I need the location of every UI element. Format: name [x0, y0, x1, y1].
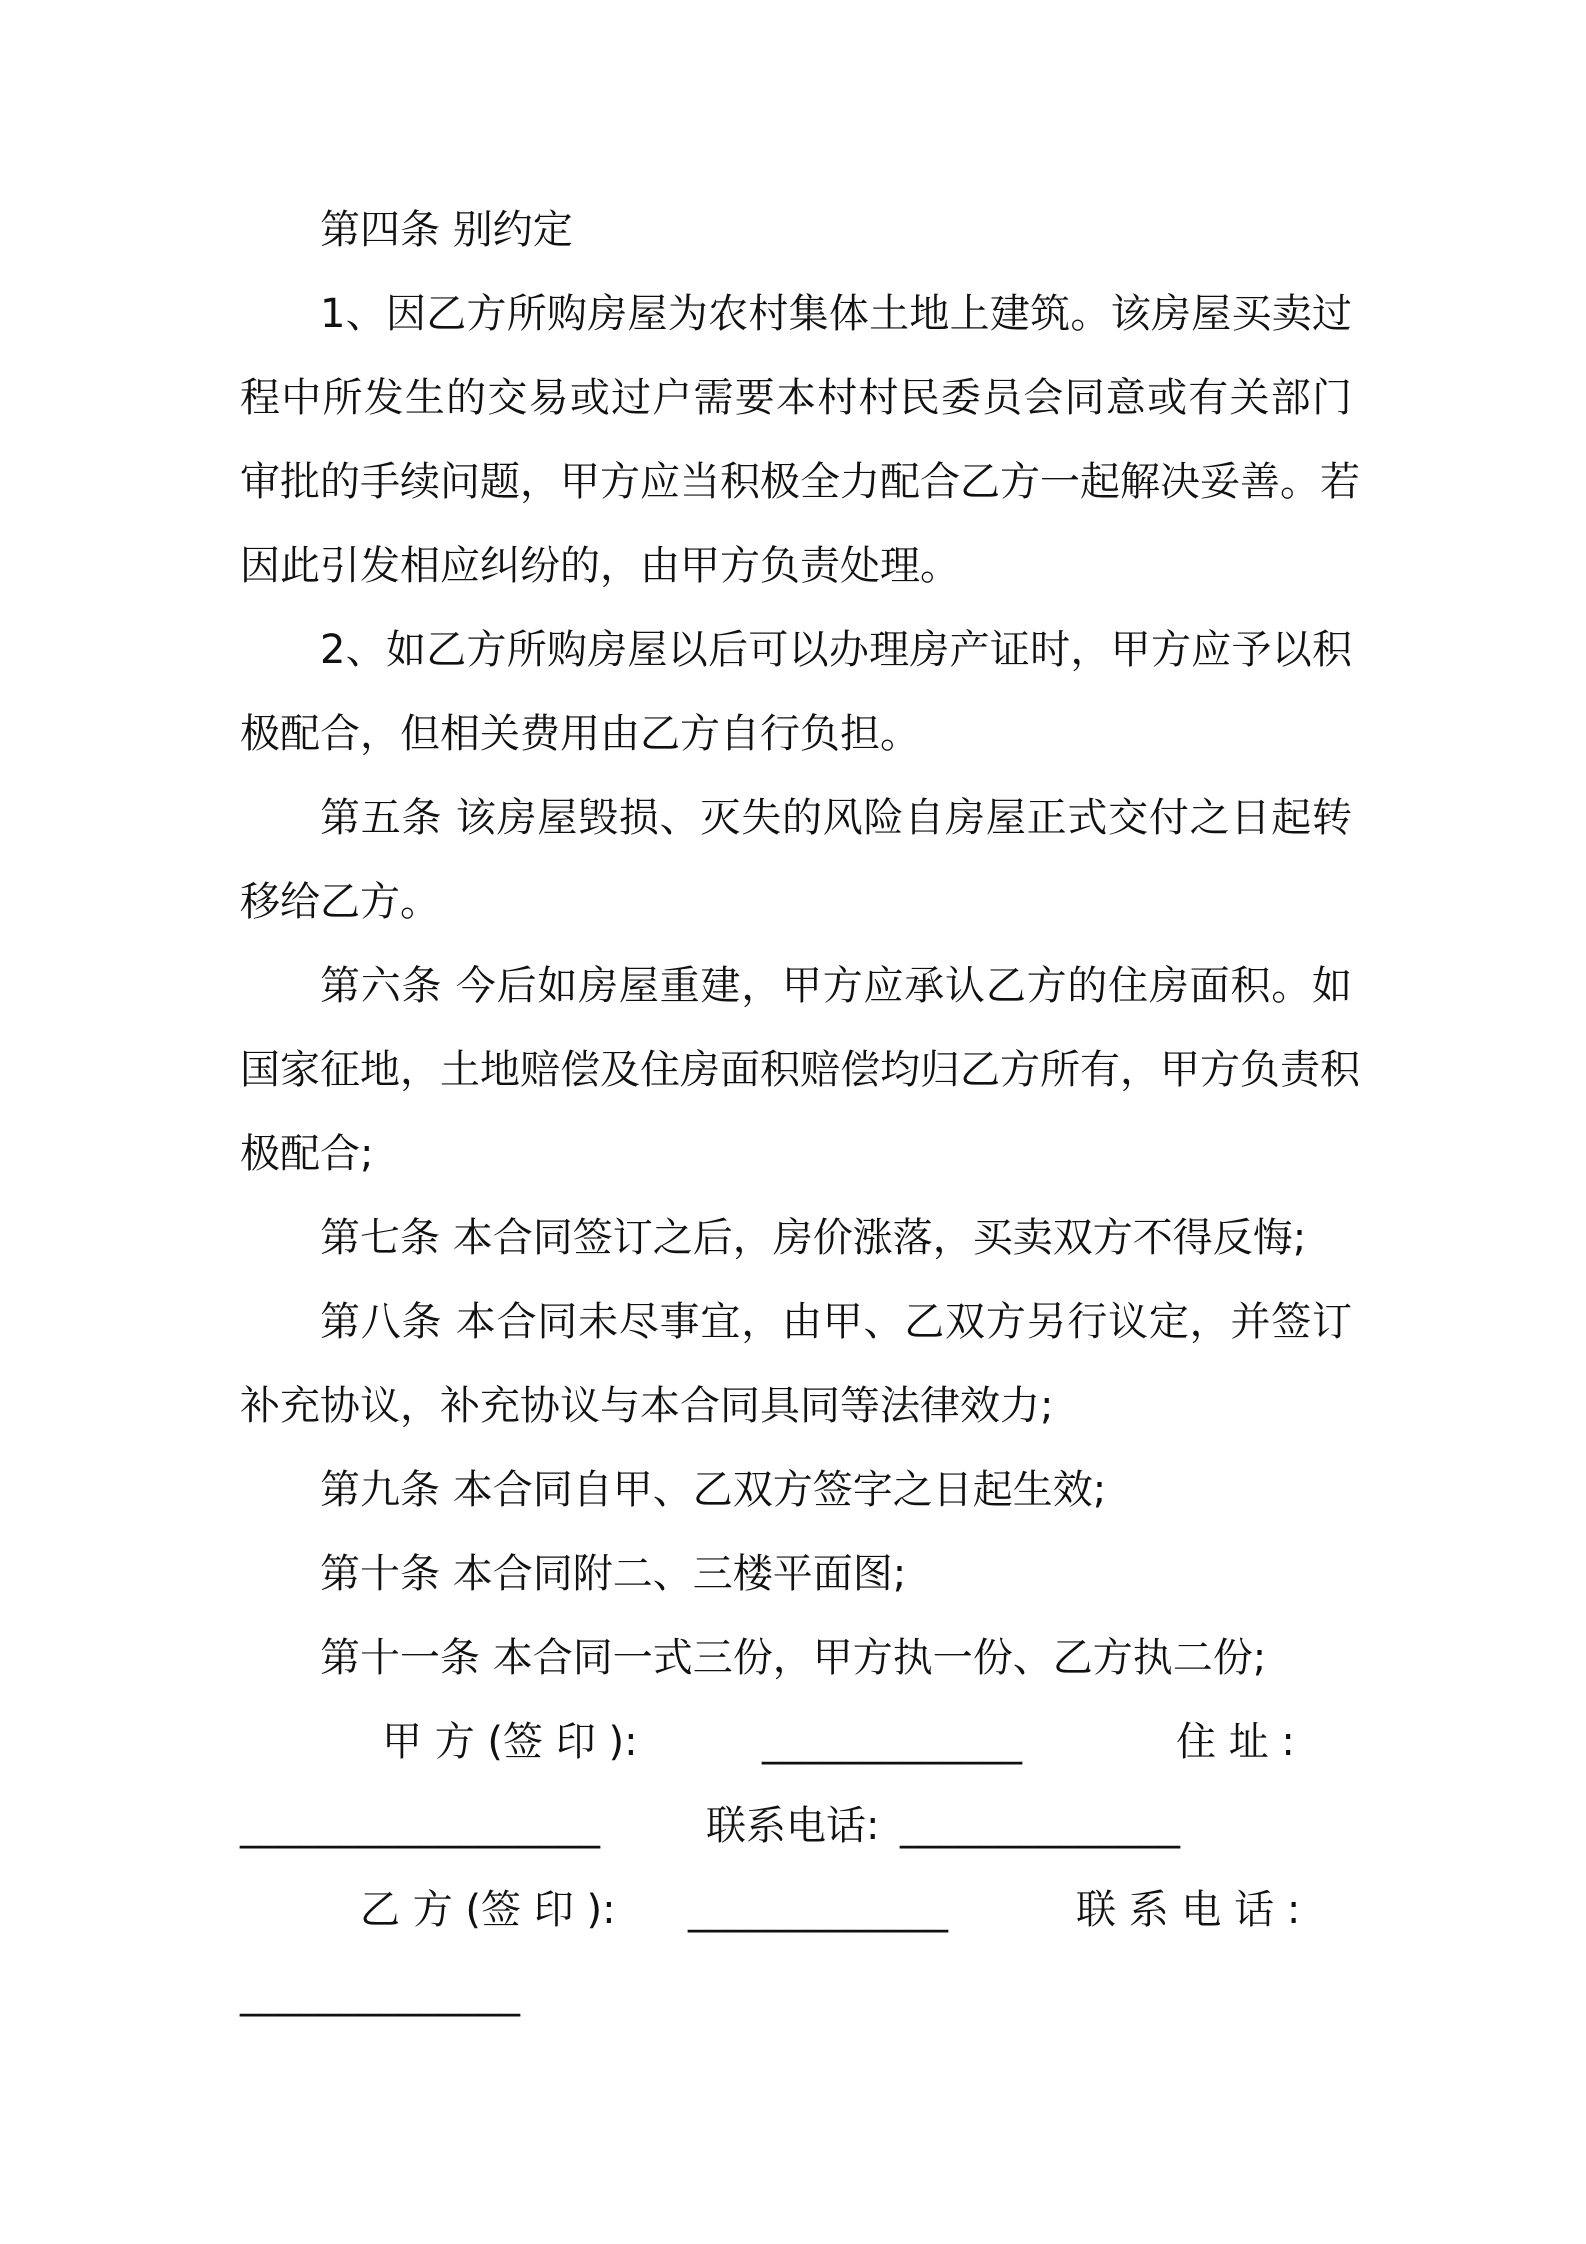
- clause-8-line-2: 补充协议，补充协议与本合同具同等法律效力;: [240, 1383, 1054, 1429]
- address-blank: __________________: [240, 1803, 600, 1849]
- signature-row-party-a: [240, 1700, 1352, 1784]
- party-a-signature-blank: _____________: [762, 1719, 1022, 1765]
- clause-4-item-2-line-2: 极配合，但相关费用由乙方自行负担。: [240, 711, 920, 757]
- clause-4-item-2-line-1: 2、如乙方所购房屋以后可以办理房产证时，甲方应予以积: [320, 627, 1352, 673]
- address-label: 住 址 :: [1176, 1719, 1295, 1765]
- clause-9: 第九条 本合同自甲、乙双方签字之日起生效;: [320, 1467, 1107, 1513]
- clause-6-line-1: 第六条 今后如房屋重建，甲方应承认乙方的住房面积。如: [320, 963, 1352, 1009]
- party-b-phone-label: 联 系 电 话 :: [1076, 1887, 1301, 1933]
- signature-row-party-b: [240, 1868, 1352, 1952]
- clause-4-item-1-line-1: 1、因乙方所购房屋为农村集体土地上建筑。该房屋买卖过: [320, 291, 1352, 337]
- clause-4-item-1-line-4: 因此引发相应纠纷的，由甲方负责处理。: [240, 543, 960, 589]
- clause-4-title: 第四条 别约定: [320, 207, 573, 253]
- contract-page: [240, 188, 1360, 2036]
- party-b-phone-blank: ______________: [240, 1971, 520, 2017]
- party-a-label: 甲 方 (签 印 ):: [382, 1719, 638, 1765]
- clause-7: 第七条 本合同签订之后，房价涨落，买卖双方不得反悔;: [320, 1215, 1307, 1261]
- clause-6-line-2: 国家征地，土地赔偿及住房面积赔偿均归乙方所有，甲方负责积: [240, 1047, 1360, 1093]
- clause-6-line-3: 极配合;: [240, 1131, 374, 1177]
- party-a-phone-blank: ______________: [900, 1803, 1180, 1849]
- clause-4-item-1-line-3: 审批的手续问题，甲方应当积极全力配合乙方一起解决妥善。若: [240, 459, 1360, 505]
- signature-row-phone-b: [240, 1952, 1352, 2036]
- signature-row-address: [240, 1784, 1352, 1868]
- clause-10: 第十条 本合同附二、三楼平面图;: [320, 1551, 907, 1597]
- clause-11: 第十一条 本合同一式三份，甲方执一份、乙方执二份;: [320, 1635, 1267, 1681]
- clause-4-item-1-line-2: 程中所发生的交易或过户需要本村村民委员会同意或有关部门: [240, 375, 1352, 421]
- clause-5-line-2: 移给乙方。: [240, 879, 440, 925]
- party-a-phone-label: 联系电话:: [706, 1803, 880, 1849]
- clause-5-line-1: 第五条 该房屋毁损、灭失的风险自房屋正式交付之日起转: [320, 795, 1352, 841]
- clause-8-line-1: 第八条 本合同未尽事宜，由甲、乙双方另行议定，并签订: [320, 1299, 1352, 1345]
- party-b-signature-blank: _____________: [688, 1887, 948, 1933]
- party-b-label: 乙 方 (签 印 ):: [360, 1887, 616, 1933]
